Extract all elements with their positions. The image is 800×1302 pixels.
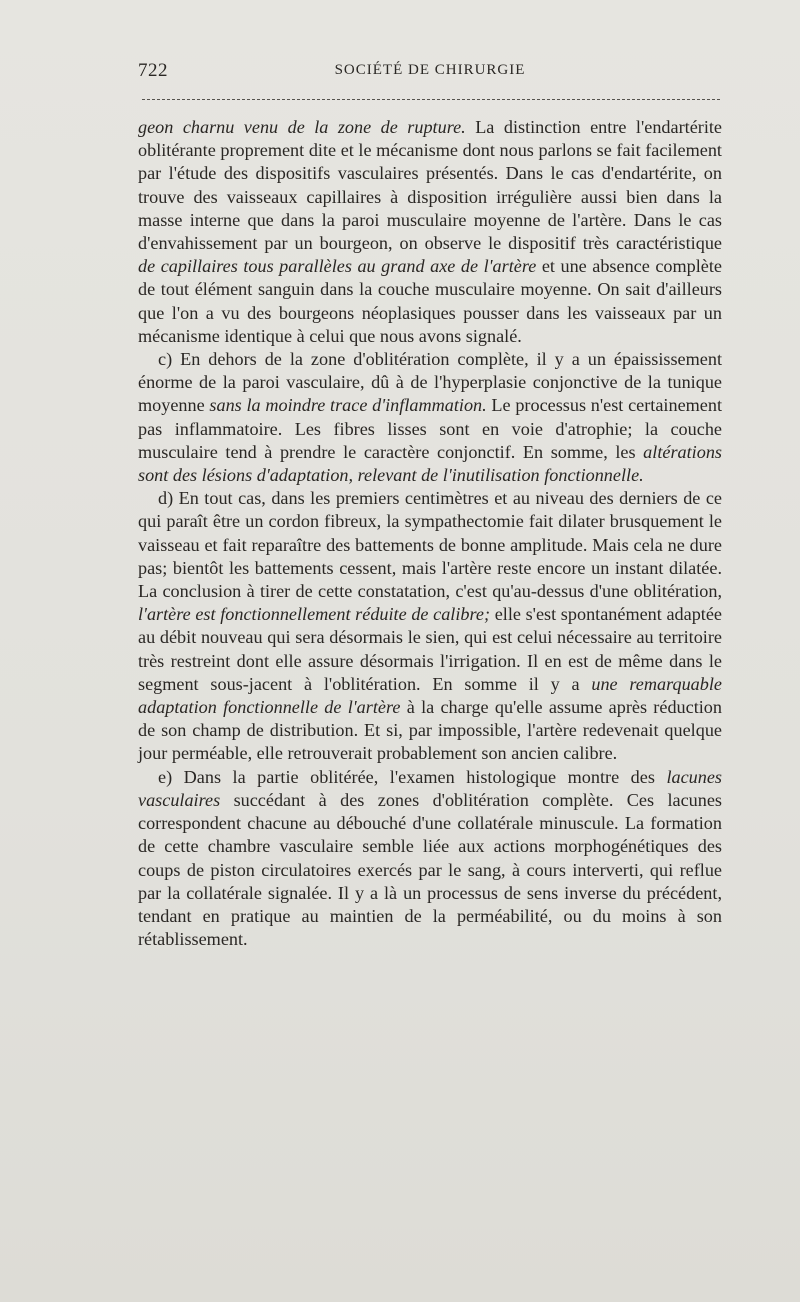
text-segment: geon charnu venu de la zone de rupture. bbox=[138, 117, 466, 137]
text-segment: Le processus n'est certainement pas inflammatoire. Les fibres lisses sont en voie d'atrophie; la couche musculaire tend à prendre le caractère conjonctif. En somme, les bbox=[138, 395, 723, 462]
text-segment: et une absence complète de tout élément sanguin dans la couche musculaire moyenne. On sait d'ailleurs que l'on a vu des bourgeons néoplasiques pousser dans les vaisseaux par un mécanisme identique à celui que nous avons signalé. bbox=[138, 256, 722, 346]
header-rule bbox=[142, 99, 720, 100]
paragraph-d bbox=[138, 487, 722, 765]
page-header bbox=[138, 60, 722, 86]
paragraph-e bbox=[138, 766, 722, 952]
text-segment: d) En tout cas, dans les premiers centimètres et au niveau des derniers de ce qui paraît être un cordon fibreux, la sympathectomie fait dilater brusquement le vaisseau et fait reparaître des battements de bonne amplitude. Mais cela ne dure pas; bientôt les battements cessent, mais l'artère reste encore un instant dilatée. La conclusion à tirer de cette constatation, c'est qu'au-dessus d'une oblitération, bbox=[138, 488, 722, 602]
text-segment: sans la moindre trace d'inflammation. bbox=[209, 395, 487, 416]
text-segment: La distinction entre l'endartérite oblitérante proprement dite et le mécanisme dont nous parlons se fait facilement par l'étude des dispositifs vasculaires présentés. Dans le cas d'endartérite, on trouve des vaisseaux capillaires à disposition irrégulière aussi bien dans la masse interne que dans la paroi musculaire moyenne de l'artère. Dans le cas d'envahissement par un bourgeon, on observe le dispositif très caractéristique bbox=[138, 117, 722, 254]
text-segment: une remarquable adaptation fonctionnelle de l'artère bbox=[138, 673, 722, 718]
running-title: SOCIÉTÉ DE CHIRURGIE bbox=[334, 62, 526, 78]
text-segment: c) En dehors de la zone d'oblitération complète, il y a un épaississement énorme de la paroi vasculaire, dû à de l'hyperplasie conjonctive de la tunique moyenne bbox=[138, 349, 722, 416]
paragraph-c bbox=[138, 348, 722, 487]
text-segment: elle s'est spontanément adaptée au débit nouveau qui sera désormais le sien, qui est celui nécessaire au territoire très restreint dont elle assure désormais l'irrigation. Il en est de même dans le segment sous-jacent à l'oblitération. En somme il y a bbox=[138, 604, 722, 694]
text-segment: altérations sont des lésions d'adaptation, relevant de l'inutilisation fonctionnelle. bbox=[138, 441, 722, 486]
text-segment: e) Dans la partie oblitérée, l'examen histologique montre des bbox=[158, 766, 667, 787]
body-text bbox=[138, 116, 722, 951]
paragraph-b bbox=[138, 116, 722, 348]
text-segment: à la charge qu'elle assume après réduction de son champ de distribution. Et si, par impossible, l'artère redevenait quelque jour perméable, elle retrouverait probablement son ancien calibre. bbox=[138, 697, 722, 764]
text-segment: de capillaires tous parallèles au grand axe de l'artère bbox=[138, 256, 537, 277]
text-segment: l'artère est fonctionnellement réduite de calibre; bbox=[138, 604, 491, 625]
page-number: 722 bbox=[138, 60, 168, 81]
text-segment: lacunes vasculaires bbox=[138, 766, 722, 810]
text-segment: succédant à des zones d'oblitération complète. Ces lacunes correspondent chacune au débouché d'une collatérale minuscule. La formation de cette chambre vasculaire semble liée aux actions morphogénétiques des coups de piston circulatoires exercés par le sang, à cours interverti, qui reflue par la collatérale signalée. Il y a là un processus de sens inverse du précédent, tendant en pratique au maintien de la perméabilité, ou du moins à son rétablissement. bbox=[138, 789, 722, 950]
